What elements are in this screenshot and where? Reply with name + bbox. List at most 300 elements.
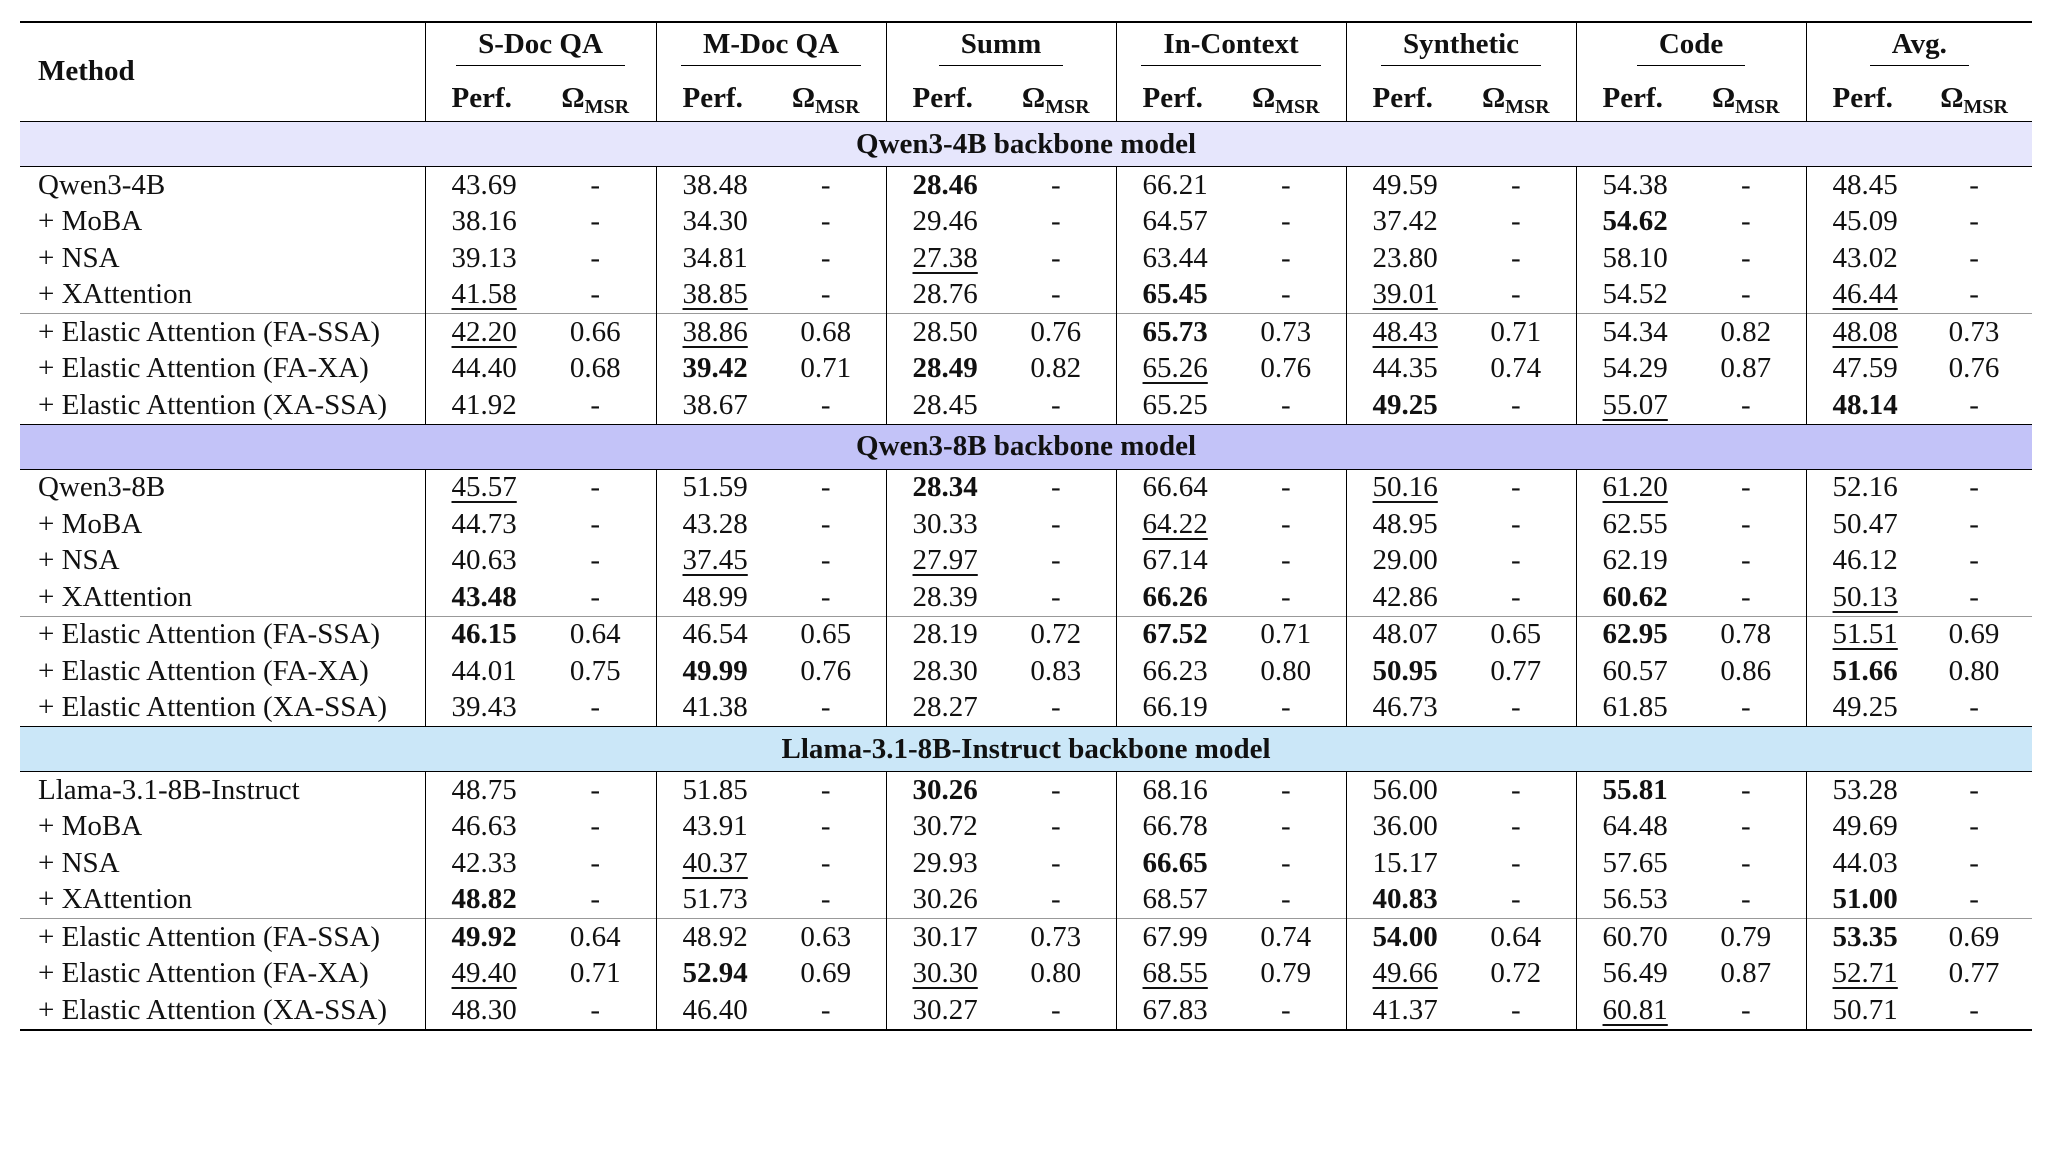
omega-cell: - — [1969, 544, 1979, 577]
perf-cell: 27.38 — [886, 240, 996, 277]
perf-cell: 49.66 — [1346, 956, 1456, 993]
perf-cell: 55.81 — [1576, 772, 1686, 809]
method-cell: + MoBA — [38, 507, 143, 540]
perf-cell: 45.09 — [1806, 204, 1916, 241]
method-cell: Qwen3-8B — [38, 471, 166, 504]
perf-cell: 36.00 — [1346, 809, 1456, 846]
perf-cell: 49.25 — [1806, 690, 1916, 727]
table-row — [20, 314, 2032, 351]
method-cell: + Elastic Attention (XA-SSA) — [38, 691, 388, 724]
perf-cell: 67.52 — [1116, 616, 1226, 653]
perf-cell: 52.16 — [1806, 469, 1916, 506]
perf-cell: 38.67 — [656, 387, 766, 424]
perf-cell: 46.63 — [425, 809, 535, 846]
perf-cell: 50.16 — [1346, 469, 1456, 506]
method-cell: + Elastic Attention (FA-XA) — [38, 352, 369, 385]
omega-cell: - — [1050, 388, 1061, 421]
method-header: Method — [38, 54, 135, 87]
omega-cell: - — [1280, 883, 1291, 916]
table-row — [20, 387, 2032, 424]
perf-cell: 27.97 — [886, 543, 996, 580]
omega-cell: - — [1050, 205, 1061, 238]
omega-cell: 0.69 — [800, 957, 852, 990]
table-row — [20, 845, 2032, 882]
perf-cell: 43.48 — [425, 579, 535, 616]
omega-cell: - — [1050, 471, 1061, 504]
omega-cell: - — [590, 810, 601, 843]
perf-cell: 37.42 — [1346, 204, 1456, 241]
perf-cell: 45.57 — [425, 469, 535, 506]
perf-cell: 53.35 — [1806, 919, 1916, 956]
perf-cell: 41.37 — [1346, 992, 1456, 1030]
perf-cell: 51.73 — [656, 882, 766, 919]
omega-cell: - — [590, 471, 601, 504]
perf-cell: 49.25 — [1346, 387, 1456, 424]
perf-cell: 50.71 — [1806, 992, 1916, 1030]
perf-cell: 57.65 — [1576, 845, 1686, 882]
omega-cell: - — [1740, 846, 1751, 879]
perf-cell: 46.73 — [1346, 690, 1456, 727]
omega-cell: 0.74 — [1490, 352, 1542, 385]
omega-cell: - — [1969, 471, 1979, 504]
section-header-row — [20, 424, 2032, 469]
omega-cell: - — [1740, 388, 1751, 421]
perf-cell: 23.80 — [1346, 240, 1456, 277]
perf-cell: 40.83 — [1346, 882, 1456, 919]
omega-cell: - — [820, 883, 831, 916]
omega-cell: 0.80 — [1030, 957, 1082, 990]
omega-cell: - — [1280, 846, 1291, 879]
omega-cell: 0.87 — [1720, 957, 1772, 990]
perf-cell: 29.93 — [886, 845, 996, 882]
omega-cell: - — [1740, 544, 1751, 577]
omega-cell: 0.76 — [996, 314, 1116, 351]
omega-cell: - — [1969, 388, 1979, 421]
omega-cell: - — [535, 992, 656, 1030]
results-table — [20, 21, 2032, 1031]
perf-cell: 30.26 — [886, 882, 996, 919]
omega-cell: - — [1740, 471, 1751, 504]
perf-cell: 48.99 — [656, 579, 766, 616]
omega-cell: - — [590, 507, 601, 540]
table-row — [20, 543, 2032, 580]
omega-cell: 0.65 — [1456, 616, 1576, 653]
perf-cell: 28.30 — [886, 653, 996, 690]
omega-cell: 0.63 — [766, 919, 886, 956]
omega-cell: 0.69 — [1916, 919, 2032, 956]
perf-cell: 46.40 — [656, 992, 766, 1030]
omega-msr-header: $\Omega_{MSR}$ — [996, 75, 1116, 122]
perf-cell: 43.91 — [656, 809, 766, 846]
perf-cell: 68.57 — [1116, 882, 1226, 919]
perf-cell: 38.86 — [656, 314, 766, 351]
perf-cell: 30.17 — [886, 919, 996, 956]
section-title: Qwen3-8B backbone model — [20, 424, 2032, 469]
perf-header: Perf. — [1576, 75, 1686, 122]
group-header: In-Context — [1116, 21, 1346, 75]
omega-cell: - — [1050, 810, 1061, 843]
perf-cell: 51.66 — [1806, 653, 1916, 690]
omega-cell: - — [1280, 773, 1291, 806]
omega-cell: - — [1456, 992, 1576, 1030]
perf-cell: 48.07 — [1346, 616, 1456, 653]
perf-cell: 68.16 — [1116, 772, 1226, 809]
omega-cell: - — [1280, 278, 1291, 311]
perf-cell: 46.54 — [656, 616, 766, 653]
omega-cell: - — [820, 691, 831, 724]
omega-cell: - — [1510, 846, 1521, 879]
omega-cell: 0.65 — [766, 616, 886, 653]
omega-cell: 0.68 — [569, 352, 621, 385]
omega-cell: 0.76 — [1260, 352, 1312, 385]
perf-cell: 54.62 — [1576, 204, 1686, 241]
method-cell: Qwen3-4B — [38, 168, 166, 201]
omega-cell: - — [1510, 241, 1521, 274]
perf-cell: 55.07 — [1576, 387, 1686, 424]
omega-cell: - — [1969, 846, 1979, 879]
perf-cell: 40.63 — [425, 543, 535, 580]
group-header: Avg. — [1806, 21, 2032, 75]
omega-cell: - — [820, 544, 831, 577]
perf-cell: 48.75 — [425, 772, 535, 809]
perf-cell: 68.55 — [1116, 956, 1226, 993]
perf-cell: 54.34 — [1576, 314, 1686, 351]
omega-cell: 0.64 — [535, 616, 656, 653]
omega-cell: - — [1510, 810, 1521, 843]
omega-cell: - — [1050, 168, 1061, 201]
omega-cell: - — [1916, 992, 2032, 1030]
perf-cell: 65.26 — [1116, 351, 1226, 388]
omega-cell: 0.78 — [1686, 616, 1806, 653]
perf-header: Perf. — [656, 75, 766, 122]
table-row — [20, 992, 2032, 1030]
perf-cell: 30.72 — [886, 809, 996, 846]
perf-cell: 67.99 — [1116, 919, 1226, 956]
omega-cell: 0.64 — [535, 919, 656, 956]
omega-cell: - — [1280, 691, 1291, 724]
omega-cell: - — [1510, 773, 1521, 806]
omega-cell: - — [766, 992, 886, 1030]
perf-cell: 66.21 — [1116, 167, 1226, 204]
perf-cell: 15.17 — [1346, 845, 1456, 882]
method-cell: + Elastic Attention (FA-SSA) — [20, 314, 425, 351]
omega-cell: - — [1510, 883, 1521, 916]
perf-cell: 61.85 — [1576, 690, 1686, 727]
omega-msr-header: $\Omega_{MSR}$ — [1916, 75, 2032, 122]
perf-cell: 51.00 — [1806, 882, 1916, 919]
perf-cell: 61.20 — [1576, 469, 1686, 506]
omega-cell: - — [820, 773, 831, 806]
omega-cell: - — [1510, 205, 1521, 238]
perf-cell: 63.44 — [1116, 240, 1226, 277]
perf-header: Perf. — [1116, 75, 1226, 122]
omega-cell: - — [1740, 507, 1751, 540]
omega-cell: - — [1740, 691, 1751, 724]
perf-cell: 66.19 — [1116, 690, 1226, 727]
section-title: Llama-3.1-8B-Instruct backbone model — [20, 727, 2032, 772]
table-row — [20, 919, 2032, 956]
perf-cell: 28.46 — [886, 167, 996, 204]
perf-cell: 46.44 — [1806, 277, 1916, 314]
omega-cell: - — [1969, 168, 1979, 201]
omega-cell: 0.69 — [1916, 616, 2032, 653]
perf-cell: 44.40 — [425, 351, 535, 388]
omega-cell: - — [1510, 471, 1521, 504]
omega-cell: - — [1686, 992, 1806, 1030]
section-header-row — [20, 122, 2032, 167]
omega-cell: - — [590, 846, 601, 879]
omega-cell: - — [1510, 691, 1521, 724]
omega-cell: 0.73 — [1916, 314, 2032, 351]
perf-cell: 56.00 — [1346, 772, 1456, 809]
omega-cell: - — [1740, 883, 1751, 916]
omega-msr-header: $\Omega_{MSR}$ — [1686, 75, 1806, 122]
omega-cell: - — [1969, 507, 1979, 540]
omega-cell: 0.87 — [1720, 352, 1772, 385]
perf-cell: 29.46 — [886, 204, 996, 241]
perf-cell: 52.71 — [1806, 956, 1916, 993]
perf-cell: 58.10 — [1576, 240, 1686, 277]
omega-cell: - — [1050, 241, 1061, 274]
method-cell: + MoBA — [38, 205, 143, 238]
perf-cell: 65.45 — [1116, 277, 1226, 314]
perf-cell: 62.19 — [1576, 543, 1686, 580]
omega-cell: - — [1510, 278, 1521, 311]
perf-cell: 60.57 — [1576, 653, 1686, 690]
perf-cell: 42.86 — [1346, 579, 1456, 616]
perf-cell: 28.45 — [886, 387, 996, 424]
perf-header: Perf. — [1346, 75, 1456, 122]
perf-cell: 49.40 — [425, 956, 535, 993]
perf-cell: 64.48 — [1576, 809, 1686, 846]
table-row — [20, 809, 2032, 846]
omega-cell: - — [590, 883, 601, 916]
omega-cell: - — [590, 278, 601, 311]
omega-cell: - — [820, 507, 831, 540]
perf-cell: 46.12 — [1806, 543, 1916, 580]
perf-cell: 37.45 — [656, 543, 766, 580]
perf-cell: 38.85 — [656, 277, 766, 314]
method-cell: + Elastic Attention (FA-SSA) — [20, 919, 425, 956]
perf-cell: 67.14 — [1116, 543, 1226, 580]
perf-cell: 30.30 — [886, 956, 996, 993]
method-cell: + XAttention — [38, 580, 193, 613]
omega-cell: - — [1969, 773, 1979, 806]
omega-cell: - — [1050, 846, 1061, 879]
perf-cell: 40.37 — [656, 845, 766, 882]
omega-cell: 0.83 — [1030, 654, 1082, 687]
perf-cell: 65.25 — [1116, 387, 1226, 424]
perf-cell: 30.33 — [886, 506, 996, 543]
perf-cell: 48.82 — [425, 882, 535, 919]
omega-cell: - — [820, 846, 831, 879]
perf-cell: 39.43 — [425, 690, 535, 727]
perf-cell: 34.30 — [656, 204, 766, 241]
perf-cell: 29.00 — [1346, 543, 1456, 580]
method-cell: + NSA — [38, 846, 120, 879]
omega-cell: - — [1050, 580, 1061, 613]
omega-cell: - — [1740, 241, 1751, 274]
perf-cell: 28.34 — [886, 469, 996, 506]
perf-cell: 54.29 — [1576, 351, 1686, 388]
perf-cell: 46.15 — [425, 616, 535, 653]
perf-cell: 44.35 — [1346, 351, 1456, 388]
omega-cell: - — [1050, 773, 1061, 806]
omega-cell: - — [590, 773, 601, 806]
omega-cell: - — [1050, 278, 1061, 311]
omega-cell: 0.86 — [1720, 654, 1772, 687]
perf-cell: 30.27 — [886, 992, 996, 1030]
omega-cell: - — [996, 992, 1116, 1030]
perf-cell: 64.57 — [1116, 204, 1226, 241]
perf-cell: 48.30 — [425, 992, 535, 1030]
omega-cell: - — [1050, 507, 1061, 540]
perf-cell: 60.70 — [1576, 919, 1686, 956]
method-cell: + XAttention — [38, 278, 193, 311]
omega-cell: 0.74 — [1226, 919, 1346, 956]
omega-cell: 0.71 — [1226, 616, 1346, 653]
omega-cell: 0.77 — [1948, 957, 2000, 990]
omega-cell: 0.82 — [1030, 352, 1082, 385]
method-cell: + NSA — [38, 241, 120, 274]
omega-cell: - — [820, 278, 831, 311]
omega-msr-header: $\Omega_{MSR}$ — [766, 75, 886, 122]
perf-cell: 28.50 — [886, 314, 996, 351]
omega-cell: - — [820, 580, 831, 613]
group-header: S-Doc QA — [425, 21, 656, 75]
omega-cell: - — [1280, 580, 1291, 613]
omega-cell: - — [1050, 544, 1061, 577]
perf-cell: 28.76 — [886, 277, 996, 314]
group-header: M-Doc QA — [656, 21, 886, 75]
section-title: Qwen3-4B backbone model — [20, 122, 2032, 167]
perf-cell: 48.08 — [1806, 314, 1916, 351]
perf-cell: 48.43 — [1346, 314, 1456, 351]
omega-cell: - — [820, 810, 831, 843]
omega-cell: - — [820, 168, 831, 201]
perf-cell: 44.01 — [425, 653, 535, 690]
omega-cell: - — [1280, 810, 1291, 843]
perf-cell: 66.23 — [1116, 653, 1226, 690]
perf-header: Perf. — [425, 75, 535, 122]
omega-cell: - — [1740, 278, 1751, 311]
perf-cell: 49.59 — [1346, 167, 1456, 204]
table-row — [20, 167, 2032, 204]
group-header: Code — [1576, 21, 1806, 75]
perf-cell: 39.42 — [656, 351, 766, 388]
omega-cell: - — [820, 388, 831, 421]
perf-cell: 28.39 — [886, 579, 996, 616]
omega-cell: - — [590, 691, 601, 724]
omega-cell: - — [1740, 810, 1751, 843]
omega-cell: - — [590, 205, 601, 238]
omega-cell: - — [590, 544, 601, 577]
omega-cell: 0.76 — [1948, 352, 2000, 385]
perf-cell: 34.81 — [656, 240, 766, 277]
perf-cell: 51.85 — [656, 772, 766, 809]
perf-cell: 28.19 — [886, 616, 996, 653]
perf-cell: 64.22 — [1116, 506, 1226, 543]
omega-cell: - — [1510, 507, 1521, 540]
perf-cell: 51.59 — [656, 469, 766, 506]
perf-header: Perf. — [1806, 75, 1916, 122]
omega-cell: 0.71 — [800, 352, 852, 385]
perf-cell: 44.03 — [1806, 845, 1916, 882]
omega-cell: - — [1740, 205, 1751, 238]
table-row — [20, 956, 2032, 993]
table-row — [20, 772, 2032, 809]
table-row — [20, 506, 2032, 543]
method-cell: + NSA — [38, 544, 120, 577]
perf-cell: 60.81 — [1576, 992, 1686, 1030]
omega-msr-header: $\Omega_{MSR}$ — [535, 75, 656, 122]
perf-cell: 39.13 — [425, 240, 535, 277]
omega-cell: - — [590, 580, 601, 613]
omega-cell: - — [1969, 883, 1979, 916]
perf-cell: 28.27 — [886, 690, 996, 727]
perf-cell: 51.51 — [1806, 616, 1916, 653]
perf-cell: 54.00 — [1346, 919, 1456, 956]
omega-cell: 0.80 — [1948, 654, 2000, 687]
omega-cell: - — [1280, 471, 1291, 504]
omega-msr-header: $\Omega_{MSR}$ — [1226, 75, 1346, 122]
table-row — [20, 882, 2032, 919]
omega-cell: - — [1740, 168, 1751, 201]
omega-cell: - — [1280, 168, 1291, 201]
perf-cell: 49.92 — [425, 919, 535, 956]
omega-cell: - — [1510, 388, 1521, 421]
omega-cell: 0.71 — [1456, 314, 1576, 351]
method-cell: + Elastic Attention (FA-XA) — [38, 654, 369, 687]
omega-cell: - — [820, 471, 831, 504]
method-cell: + Elastic Attention (XA-SSA) — [20, 992, 425, 1030]
table-row — [20, 579, 2032, 616]
omega-cell: - — [1050, 883, 1061, 916]
omega-cell: 0.80 — [1260, 654, 1312, 687]
omega-cell: - — [1740, 773, 1751, 806]
omega-cell: - — [1969, 278, 1979, 311]
omega-cell: - — [1969, 580, 1979, 613]
perf-cell: 41.38 — [656, 690, 766, 727]
perf-cell: 42.33 — [425, 845, 535, 882]
perf-cell: 30.26 — [886, 772, 996, 809]
perf-cell: 66.64 — [1116, 469, 1226, 506]
perf-cell: 49.69 — [1806, 809, 1916, 846]
perf-cell: 41.92 — [425, 387, 535, 424]
perf-cell: 50.13 — [1806, 579, 1916, 616]
method-cell: + Elastic Attention (FA-XA) — [38, 957, 369, 990]
omega-cell: 0.71 — [569, 957, 621, 990]
omega-cell: - — [1969, 810, 1979, 843]
perf-cell: 48.14 — [1806, 387, 1916, 424]
table-row — [20, 616, 2032, 653]
perf-cell: 48.95 — [1346, 506, 1456, 543]
omega-cell: - — [1969, 691, 1979, 724]
perf-cell: 66.78 — [1116, 809, 1226, 846]
perf-cell: 43.28 — [656, 506, 766, 543]
omega-cell: - — [1280, 205, 1291, 238]
perf-cell: 66.65 — [1116, 845, 1226, 882]
perf-cell: 60.62 — [1576, 579, 1686, 616]
omega-cell: - — [1510, 544, 1521, 577]
perf-cell: 52.94 — [656, 956, 766, 993]
omega-cell: - — [1510, 580, 1521, 613]
omega-cell: - — [1226, 992, 1346, 1030]
perf-cell: 43.02 — [1806, 240, 1916, 277]
perf-cell: 66.26 — [1116, 579, 1226, 616]
omega-cell: 0.73 — [1226, 314, 1346, 351]
omega-cell: - — [1510, 168, 1521, 201]
